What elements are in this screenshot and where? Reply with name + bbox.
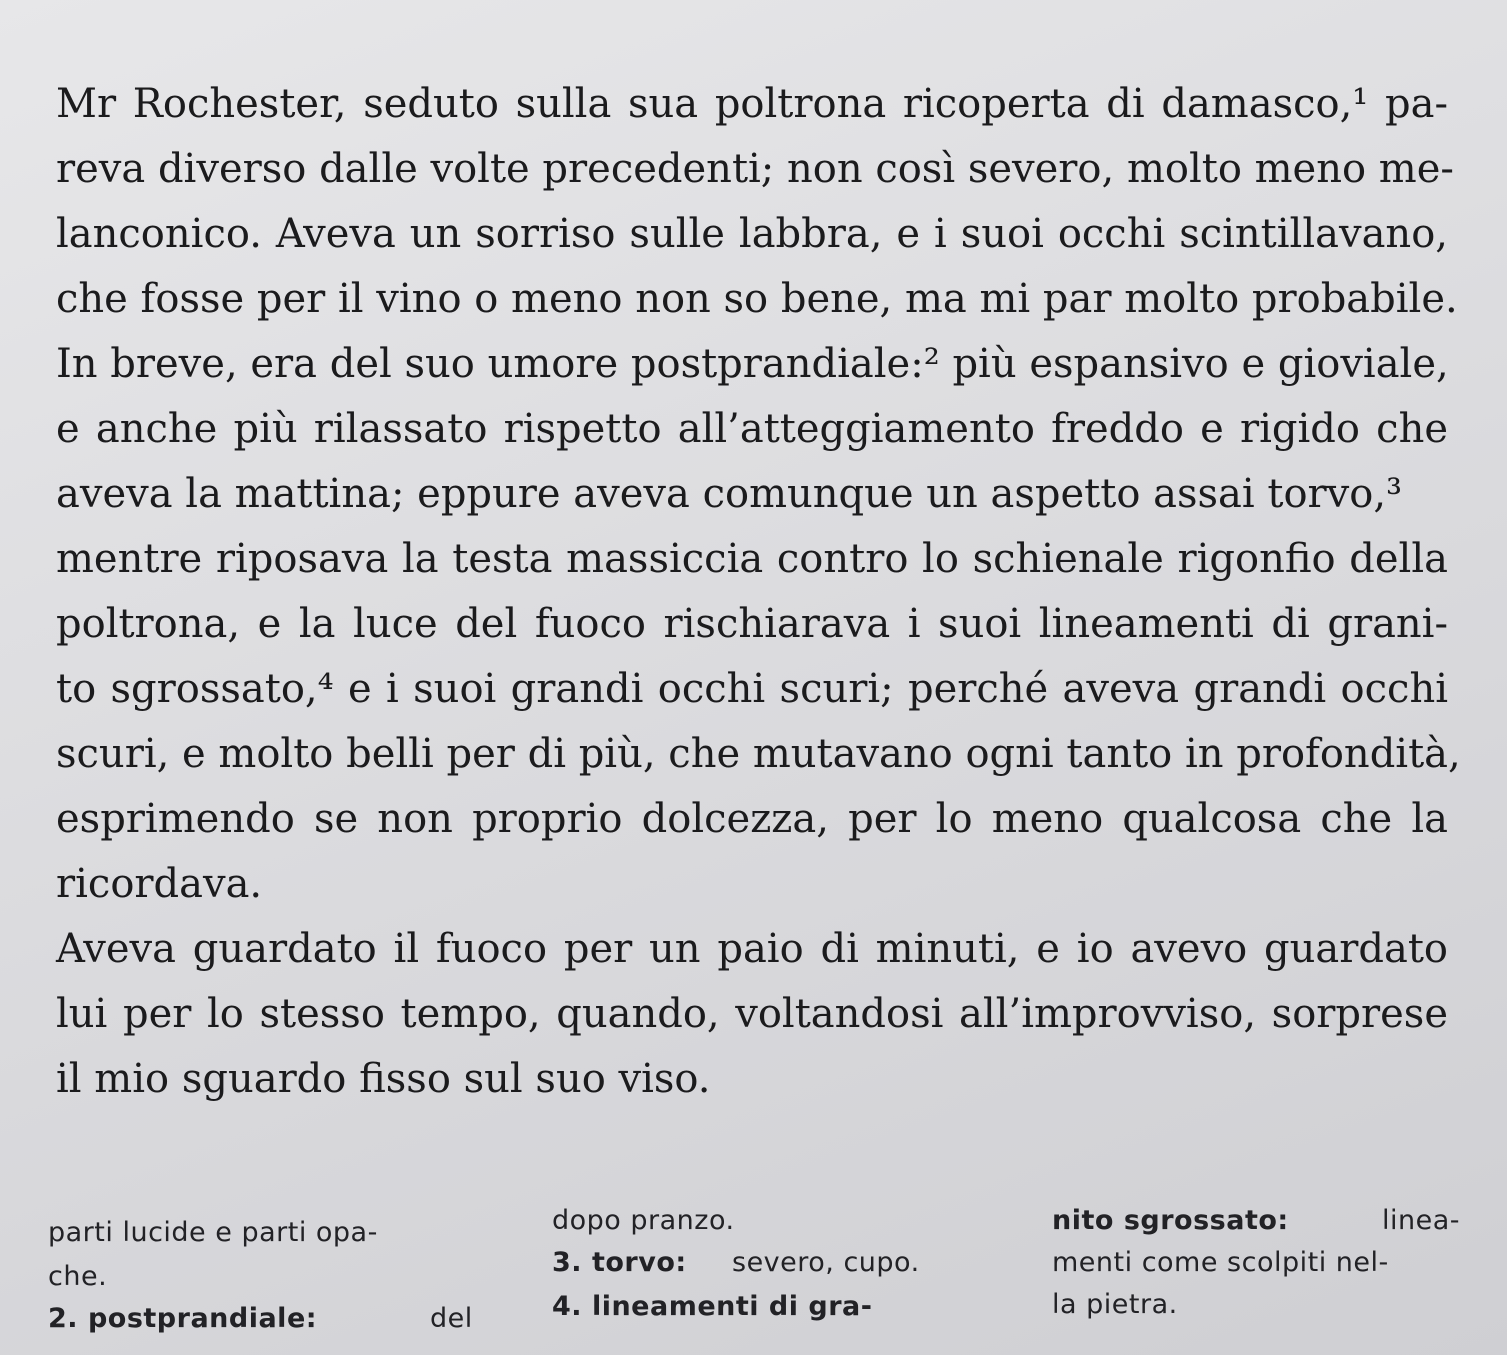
text-line: ricordava.	[56, 861, 263, 907]
footnotes	[0, 1203, 1507, 1333]
text-line: lui per lo stesso tempo, quando, voltandosi all’improvviso, sorprese	[56, 991, 1448, 1037]
footnote-4-term-continuation: nito sgrossato:	[1052, 1205, 1289, 1236]
text-line: aveva la mattina; eppure aveva comunque un aspetto assai torvo,³	[56, 471, 1403, 517]
text-line: e anche più rilassato rispetto all’atteggiamento freddo e rigido che	[56, 406, 1448, 452]
footnote-1-continuation: parti lucide e parti opa-	[48, 1217, 378, 1248]
footnote-2-definition: del	[430, 1303, 473, 1334]
footnote-4-definition: linea-	[1382, 1205, 1461, 1236]
text-line: poltrona, e la luce del fuoco rischiarava i suoi lineamenti di grani-	[56, 601, 1448, 647]
footnote-4-definition-line: menti come scolpiti nel-	[1052, 1247, 1389, 1278]
footnote-4-definition-end: la pietra.	[1052, 1289, 1178, 1320]
text-line: scuri, e molto belli per di più, che mutavano ogni tanto in profondità,	[56, 731, 1461, 777]
text-line: lanconico. Aveva un sorriso sulle labbra, e i suoi occhi scintillavano,	[56, 211, 1448, 257]
text-line: esprimendo se non proprio dolcezza, per lo meno qualcosa che la	[56, 796, 1448, 842]
text-line: che fosse per il vino o meno non so bene, ma mi par molto probabile.	[56, 276, 1458, 322]
text-line: il mio sguardo fisso sul suo viso.	[56, 1056, 711, 1102]
footnote-2-continuation: dopo pranzo.	[552, 1205, 735, 1236]
main-text	[56, 72, 1461, 1112]
footnote-2-term: 2. postprandiale:	[48, 1303, 318, 1334]
text-line: reva diverso dalle volte precedenti; non così severo, molto meno me-	[56, 146, 1454, 192]
text-line: Mr Rochester, seduto sulla sua poltrona ricoperta di damasco,¹ pa-	[56, 81, 1448, 127]
footnote-4-term: 4. lineamenti di gra-	[552, 1291, 873, 1322]
text-line: mentre riposava la testa massiccia contro lo schienale rigonfio della	[56, 536, 1448, 582]
footnote-3-definition: severo, cupo.	[732, 1247, 920, 1278]
footnote-1-end: che.	[48, 1261, 108, 1292]
footnote-3-term: 3. torvo:	[552, 1247, 687, 1278]
text-line: Aveva guardato il fuoco per un paio di minuti, e io avevo guardato	[56, 926, 1448, 972]
text-line: In breve, era del suo umore postprandiale:² più espansivo e gioviale,	[56, 341, 1449, 387]
text-line: to sgrossato,⁴ e i suoi grandi occhi scuri; perché aveva grandi occhi	[56, 666, 1448, 712]
